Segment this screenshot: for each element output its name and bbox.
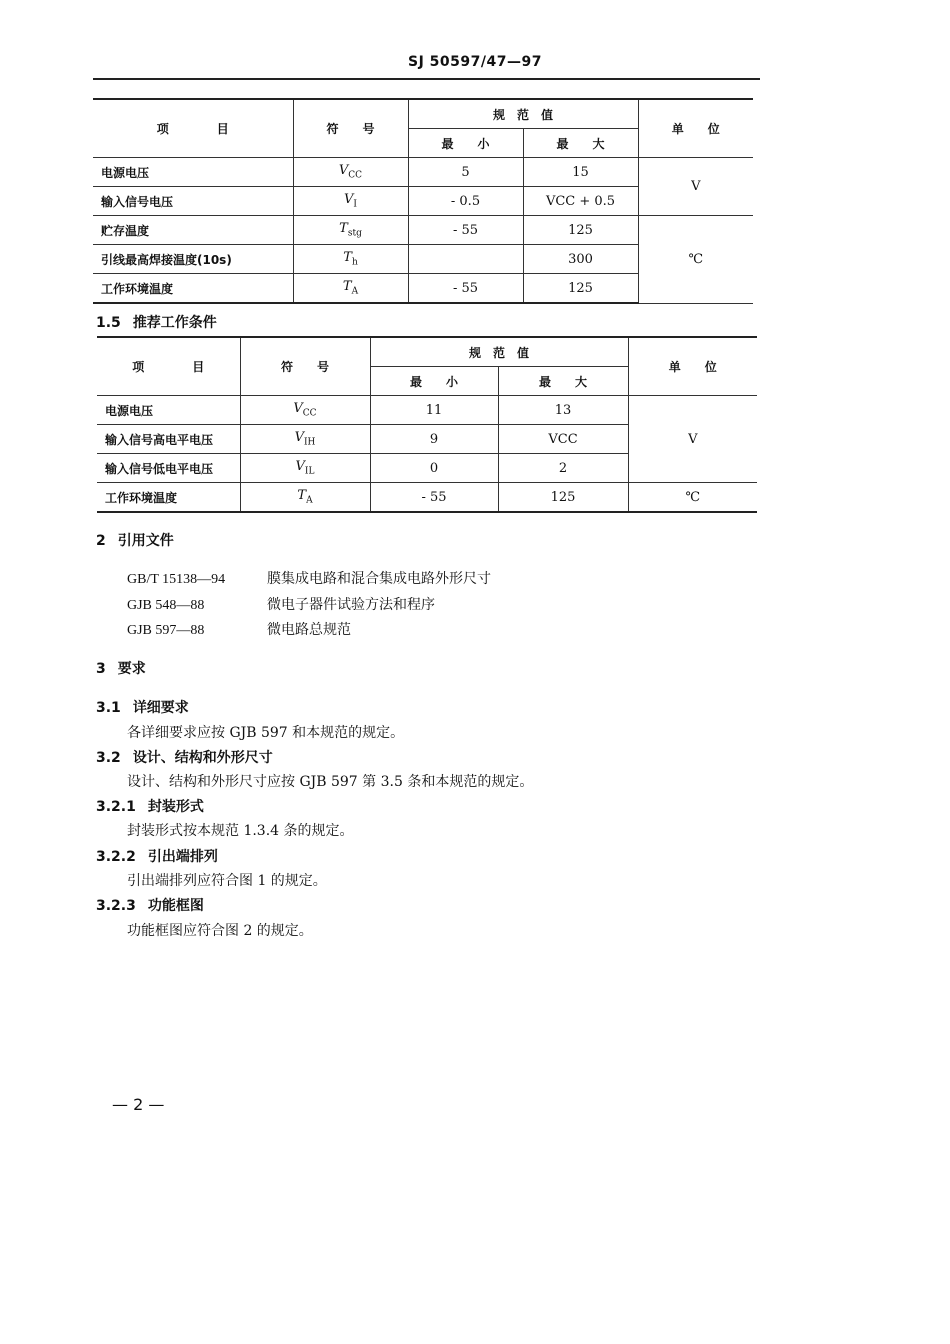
- reference-code: GJB 548—88: [127, 598, 205, 613]
- min-cell: - 55: [408, 274, 523, 304]
- section-heading: 1.5 推荐工作条件: [96, 315, 217, 331]
- symbol-cell: $T_{stg}$: [293, 216, 408, 245]
- paragraph: 引出端排列应符合图 1 的规定。: [127, 873, 327, 889]
- min-cell: [408, 245, 523, 274]
- reference-title: 微电路总规范: [267, 622, 351, 638]
- max-cell: 15: [523, 158, 638, 187]
- max-cell: 2: [498, 454, 628, 483]
- symbol-cell: $T_h$: [293, 245, 408, 274]
- paragraph: 设计、结构和外形尺寸应按 GJB 597 第 3.5 条和本规范的规定。: [127, 774, 534, 790]
- section-heading: 2 引用文件: [96, 533, 174, 549]
- reference-code: GJB 597—88: [127, 623, 205, 638]
- document-code: SJ 50597/47—97: [408, 54, 542, 70]
- paragraph: 封装形式按本规范 1.3.4 条的规定。: [127, 823, 354, 839]
- table-row: [97, 483, 757, 513]
- max-cell: 13: [498, 396, 628, 425]
- section-heading: 3.2 设计、结构和外形尺寸: [96, 750, 273, 766]
- max-cell: VCC + 0.5: [523, 187, 638, 216]
- min-cell: - 55: [370, 483, 498, 513]
- reference-item: [127, 594, 435, 614]
- column-header-symbol: 符 号: [240, 337, 370, 396]
- paragraph: 功能框图应符合图 2 的规定。: [127, 923, 313, 939]
- table-header-row: [97, 337, 757, 367]
- table-row: [93, 158, 753, 187]
- max-cell: 125: [523, 274, 638, 304]
- max-cell: 300: [523, 245, 638, 274]
- section-heading: 3 要求: [96, 661, 146, 677]
- item-cell: 输入信号电压: [93, 187, 293, 216]
- symbol-cell: $V_{IL}$: [240, 454, 370, 483]
- table-row: [97, 396, 757, 425]
- symbol-cell: $V_I$: [293, 187, 408, 216]
- symbol-cell: $V_{CC}$: [240, 396, 370, 425]
- column-header-unit: 单 位: [628, 337, 757, 396]
- reference-item: [127, 619, 351, 639]
- reference-title: 膜集成电路和混合集成电路外形尺寸: [267, 571, 491, 587]
- unit-cell: ℃: [628, 483, 757, 513]
- unit-cell: ℃: [638, 216, 753, 304]
- symbol-cell: $T_A$: [293, 274, 408, 304]
- header-rule: [93, 78, 760, 80]
- item-cell: 工作环境温度: [93, 274, 293, 304]
- min-cell: 11: [370, 396, 498, 425]
- symbol-cell: $V_{CC}$: [293, 158, 408, 187]
- column-header-max: 最 大: [498, 367, 628, 396]
- reference-code: GB/T 15138—94: [127, 572, 226, 587]
- min-cell: - 0.5: [408, 187, 523, 216]
- column-header-spec: 规 范 值: [408, 99, 638, 129]
- table-row: [93, 216, 753, 245]
- item-cell: 电源电压: [97, 396, 240, 425]
- item-cell: 引线最高焊接温度(10s): [93, 245, 293, 274]
- item-cell: 输入信号低电平电压: [97, 454, 240, 483]
- symbol-cell: $V_{IH}$: [240, 425, 370, 454]
- item-cell: 电源电压: [93, 158, 293, 187]
- column-header-symbol: 符 号: [293, 99, 408, 158]
- min-cell: 0: [370, 454, 498, 483]
- unit-cell: V: [628, 396, 757, 483]
- paragraph: 各详细要求应按 GJB 597 和本规范的规定。: [127, 725, 405, 741]
- min-cell: 5: [408, 158, 523, 187]
- column-header-spec: 规 范 值: [370, 337, 628, 367]
- max-cell: 125: [498, 483, 628, 513]
- unit-cell: V: [638, 158, 753, 216]
- section-heading: 3.1 详细要求: [96, 700, 189, 716]
- item-cell: 贮存温度: [93, 216, 293, 245]
- section-heading: 3.2.2 引出端排列: [96, 849, 218, 865]
- ratings-table: [93, 98, 753, 304]
- table-header-row: [93, 99, 753, 129]
- column-header-min: 最 小: [370, 367, 498, 396]
- section-heading: 3.2.1 封装形式: [96, 799, 204, 815]
- item-cell: 工作环境温度: [97, 483, 240, 513]
- reference-title: 微电子器件试验方法和程序: [267, 597, 435, 613]
- column-header-unit: 单 位: [638, 99, 753, 158]
- item-cell: 输入信号高电平电压: [97, 425, 240, 454]
- max-cell: 125: [523, 216, 638, 245]
- min-cell: - 55: [408, 216, 523, 245]
- column-header-item: 项 目: [97, 337, 240, 396]
- operating-conditions-table: [97, 336, 757, 513]
- reference-item: [127, 568, 491, 588]
- section-heading: 3.2.3 功能框图: [96, 898, 204, 914]
- page-number: — 2 —: [112, 1095, 165, 1114]
- column-header-item: 项 目: [93, 99, 293, 158]
- min-cell: 9: [370, 425, 498, 454]
- symbol-cell: $T_A$: [240, 483, 370, 513]
- max-cell: VCC: [498, 425, 628, 454]
- column-header-min: 最 小: [408, 129, 523, 158]
- column-header-max: 最 大: [523, 129, 638, 158]
